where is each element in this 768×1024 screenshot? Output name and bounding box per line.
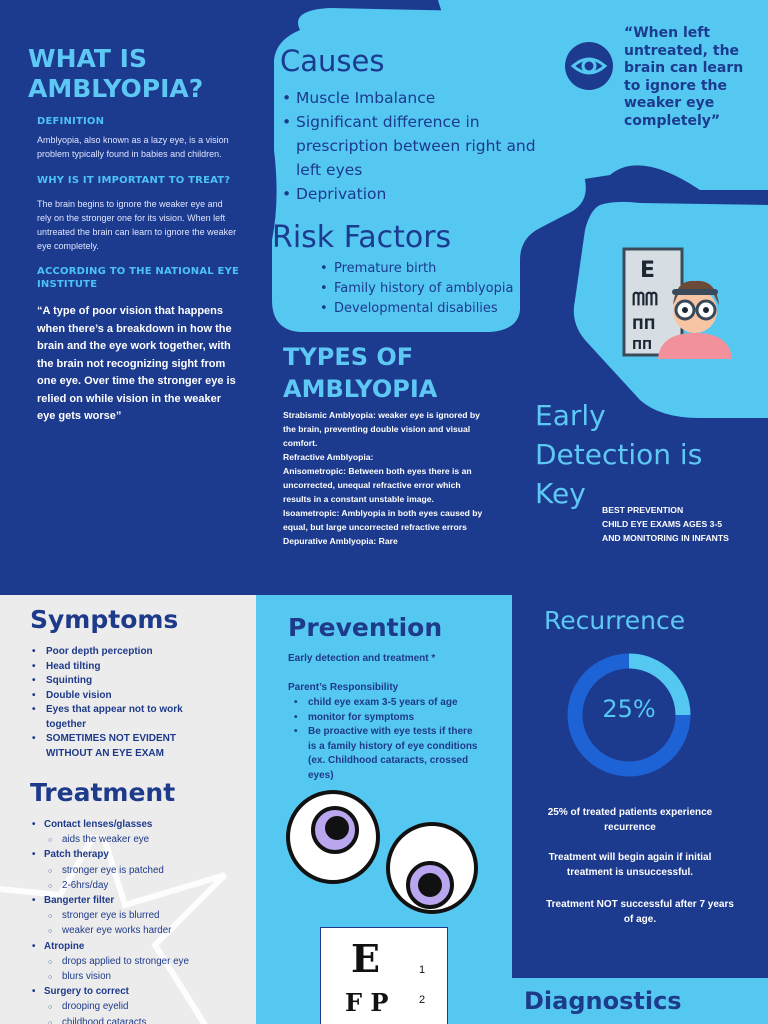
treatment-subitem: ○ 2-6hrs/day bbox=[48, 878, 245, 893]
eye-chart-row-number: 2 bbox=[419, 994, 426, 1006]
why-text: The brain begins to ignore the weaker eye and rely on the stronger one for its vision. When left untreated the brain can learn to ignore the weaker eye completely. bbox=[37, 199, 237, 251]
early-detection-title bbox=[535, 396, 702, 513]
types-title-line1: TYPES OF bbox=[283, 343, 414, 371]
symptom-item: • Double vision bbox=[30, 689, 220, 704]
types-title bbox=[283, 341, 437, 405]
early-title-line2: Detection is bbox=[535, 438, 703, 471]
prevention-title: Prevention bbox=[288, 613, 443, 642]
treatment-sublist bbox=[30, 863, 245, 893]
treatment-subitem: ○ drops applied to stronger eye bbox=[48, 954, 245, 969]
prevention-line1: Early detection and treatment * bbox=[288, 653, 436, 664]
treatment-subitem: ○ stronger eye is patched bbox=[48, 863, 245, 878]
treatment-subitem: ○ blurs vision bbox=[48, 969, 245, 984]
causes-item: • Deprivation bbox=[280, 182, 540, 206]
recurrence-text2: Treatment will begin again if initial treatment is unsuccessful. bbox=[548, 852, 712, 878]
svg-text:ΠΠ: ΠΠ bbox=[632, 338, 653, 352]
early-detection-text bbox=[602, 503, 729, 545]
treatment-item-label: Contact lenses/glasses bbox=[44, 819, 153, 830]
prevention-item: • child eye exam 3-5 years of age bbox=[292, 696, 482, 711]
treatment-item-label: Patch therapy bbox=[44, 849, 109, 861]
symptom-item: • Head tilting bbox=[30, 660, 220, 675]
symptom-item: • Eyes that appear not to work together bbox=[30, 703, 220, 732]
treatment-sublist bbox=[30, 954, 245, 984]
svg-text:ΠΠ: ΠΠ bbox=[632, 317, 656, 333]
definition-heading: DEFINITION bbox=[37, 116, 105, 127]
eye-chart-letter: F P bbox=[345, 988, 389, 1017]
recurrence-text1: 25% of treated patients experience recurrence bbox=[547, 807, 713, 833]
recurrence-text3: Treatment NOT successful after 7 years of age. bbox=[546, 899, 734, 925]
svg-text:ᗰᗰ: ᗰᗰ bbox=[632, 289, 658, 310]
treatment-title: Treatment bbox=[30, 778, 176, 807]
amblyopia-title bbox=[28, 44, 248, 104]
treatment-item: • Contact lenses/glasses bbox=[32, 819, 153, 830]
early-title-line1: Early bbox=[535, 399, 606, 432]
treatment-item-label: Surgery to correct bbox=[44, 986, 129, 998]
nei-heading: ACCORDING TO THE NATIONAL EYE INSTITUTE bbox=[37, 266, 240, 290]
risk-factor-item: • Premature birth bbox=[318, 259, 543, 279]
symptom-item: • Poor depth perception bbox=[30, 645, 220, 660]
symptom-item: • SOMETIMES NOT EVIDENT WITHOUT AN EYE EXAM bbox=[30, 732, 220, 761]
definition-text: Amblyopia, also known as a lazy eye, is a vision problem typically found in babies and children. bbox=[37, 135, 229, 159]
svg-text:E: E bbox=[640, 258, 656, 283]
types-line: Depurative Amblyopia: Rare bbox=[283, 536, 398, 546]
symptoms-title: Symptoms bbox=[30, 605, 179, 634]
types-line: Refractive Amblyopia: bbox=[283, 452, 374, 462]
types-text bbox=[283, 408, 483, 548]
types-title-line2: AMBLYOPIA bbox=[283, 375, 438, 403]
prevention-item: • Be proactive with eye tests if there is a family history of eye conditions (ex. Childhood cataracts, crossed eyes) bbox=[292, 725, 482, 783]
prevention-item: • monitor for symptoms bbox=[292, 711, 482, 726]
eye-chart bbox=[320, 927, 448, 1024]
quote-text: “When left untreated, the brain can learn to ignore the weaker eye completely” bbox=[624, 25, 744, 129]
early-line: CHILD EYE EXAMS AGES 3-5 bbox=[602, 519, 723, 529]
treatment-list bbox=[30, 817, 245, 1024]
why-heading: WHY IS IT IMPORTANT TO TREAT? bbox=[37, 175, 231, 186]
treatment-subitem: ○ stronger eye is blurred bbox=[48, 908, 245, 923]
treatment-sublist bbox=[30, 908, 245, 938]
amblyopia-title-line2: AMBLYOPIA? bbox=[28, 74, 204, 103]
recurrence-percent: 25% bbox=[602, 695, 656, 723]
optometrist-icon bbox=[620, 245, 740, 363]
prevention-line2: Parent’s Responsibility bbox=[288, 682, 399, 693]
eye-chart-letter: E bbox=[351, 936, 380, 981]
types-line: Anisometropic: Between both eyes there is an uncorrected, unequal refractive error which results in a constant unstable image. bbox=[283, 466, 472, 504]
early-title-line3: Key bbox=[535, 477, 586, 510]
amblyopia-section bbox=[28, 44, 248, 104]
types-line: Isoametropic: Amblyopia in both eyes caused by equal, but large uncorrected refractive errors bbox=[283, 508, 483, 532]
eye-icon bbox=[565, 42, 613, 90]
diagnostics-title: Diagnostics bbox=[524, 987, 682, 1015]
nei-quote: “A type of poor vision that happens when there’s a breakdown in how the brain and the eye work together, with the brain not recognizing sight from one eye. Over time the stronger eye is relied on while vision in the weaker eye gets worse” bbox=[37, 305, 236, 422]
treatment-item-label: Atropine bbox=[44, 940, 85, 952]
treatment-item: • Atropine bbox=[32, 940, 85, 952]
risk-factors-title: Risk Factors bbox=[272, 220, 452, 255]
recurrence-title: Recurrence bbox=[544, 606, 686, 635]
types-line: Strabismic Amblyopia: weaker eye is ignored by the brain, preventing double vision and visual comfort. bbox=[283, 410, 480, 448]
treatment-item: • Patch therapy bbox=[32, 849, 109, 861]
treatment-item: • Surgery to correct bbox=[32, 986, 129, 998]
causes-item: • Muscle Imbalance bbox=[280, 86, 540, 110]
risk-factor-item: • Developmental disabilies bbox=[318, 299, 543, 319]
treatment-subitem: ○ weaker eye works harder bbox=[48, 923, 245, 938]
treatment-item-label: Bangerter filter bbox=[44, 895, 115, 907]
early-line: BEST PREVENTION bbox=[602, 505, 684, 515]
eye-chart-row-number: 1 bbox=[419, 964, 426, 976]
causes-title: Causes bbox=[280, 44, 385, 78]
brochure-inside bbox=[0, 595, 768, 1024]
symptoms-list bbox=[30, 645, 220, 761]
treatment-sublist bbox=[30, 832, 245, 847]
causes-item: • Significant difference in prescription between right and left eyes bbox=[280, 110, 540, 182]
risk-factors-list bbox=[318, 259, 543, 319]
early-line: AND MONITORING IN INFANTS bbox=[602, 533, 729, 543]
symptom-item: • Squinting bbox=[30, 674, 220, 689]
treatment-subitem: ○ aids the weaker eye bbox=[48, 832, 245, 847]
risk-factor-item: • Family history of amblyopia bbox=[318, 279, 543, 299]
treatment-sublist bbox=[30, 999, 245, 1024]
treatment-subitem: ○ childhood cataracts bbox=[48, 1015, 245, 1024]
causes-list bbox=[280, 86, 540, 206]
treatment-subitem: ○ drooping eyelid bbox=[48, 999, 245, 1014]
prevention-list bbox=[292, 696, 482, 783]
cartoon-eyes-illustration bbox=[285, 790, 485, 920]
amblyopia-title-line1: WHAT IS bbox=[28, 44, 147, 73]
treatment-item: • Bangerter filter bbox=[32, 895, 115, 907]
